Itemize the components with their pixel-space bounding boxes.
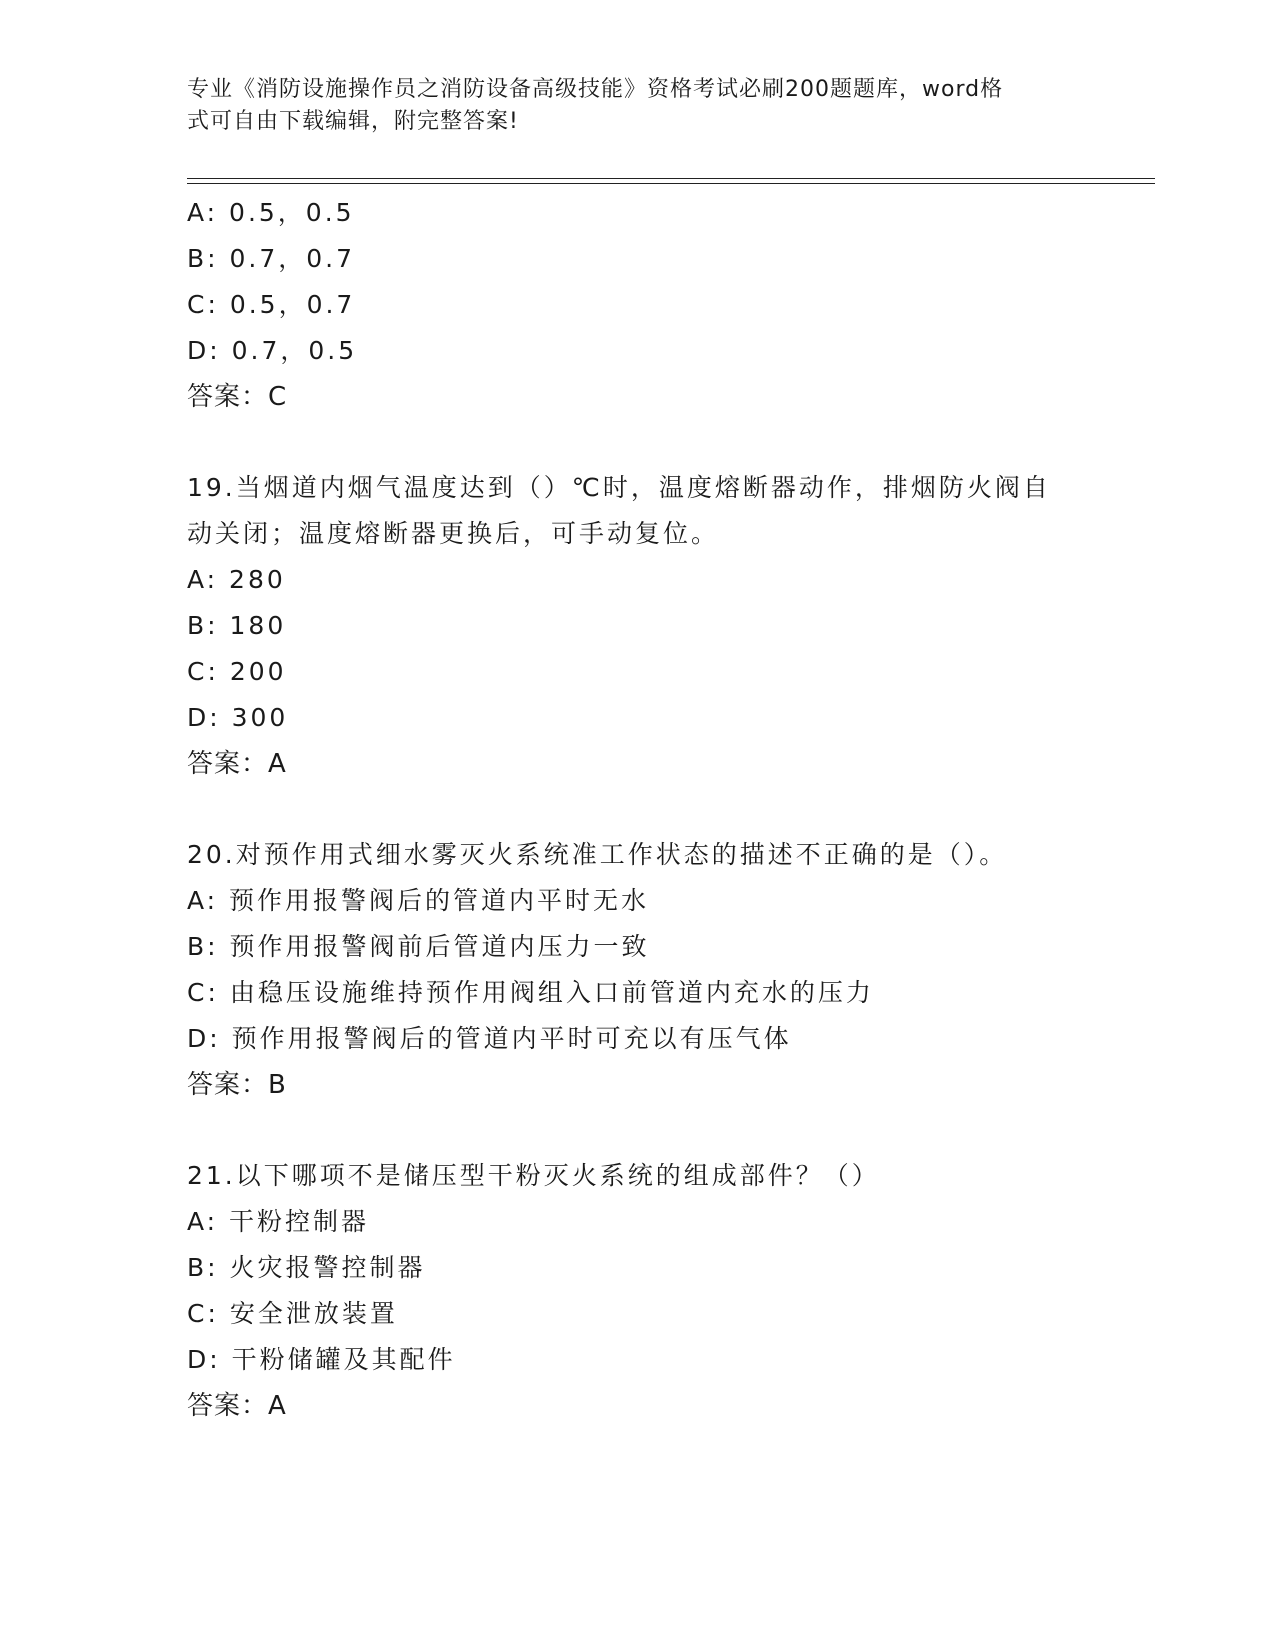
answer: 答案：A (187, 1391, 287, 1421)
option-d: D: 干粉储罐及其配件 (187, 1345, 456, 1374)
option-b: B: 180 (187, 611, 287, 640)
question-18 (187, 190, 1155, 420)
option-a: A: 预作用报警阀后的管道内平时无水 (187, 886, 650, 915)
option-d: D: 0.7，0.5 (187, 336, 358, 365)
spacer (187, 1108, 1155, 1153)
answer: 答案：A (187, 749, 287, 779)
option-a: A: 0.5，0.5 (187, 198, 355, 227)
question-stem: 19.当烟道内烟气温度达到（）℃时，温度熔断器动作，排烟防火阀自 (187, 473, 1051, 502)
spacer (187, 420, 1155, 465)
question-19 (187, 465, 1155, 787)
answer: 答案：B (187, 1070, 287, 1100)
question-stem-continued: 动关闭；温度熔断器更换后，可手动复位。 (187, 519, 720, 548)
option-c: C: 安全泄放装置 (187, 1299, 398, 1328)
option-c: C: 由稳压设施维持预作用阀组入口前管道内充水的压力 (187, 978, 874, 1007)
option-c: C: 0.5，0.7 (187, 290, 356, 319)
option-a: A: 280 (187, 565, 286, 594)
question-stem: 21.以下哪项不是储压型干粉灭火系统的组成部件？（） (187, 1161, 880, 1190)
option-b: B: 火灾报警控制器 (187, 1253, 426, 1282)
header-divider-bottom (187, 183, 1155, 184)
document-header (187, 74, 1087, 138)
header-line-1: 专业《消防设施操作员之消防设备高级技能》资格考试必刷200题题库，word格 (187, 77, 1004, 102)
option-d: D: 300 (187, 703, 289, 732)
option-b: B: 0.7，0.7 (187, 244, 356, 273)
question-21 (187, 1153, 1155, 1429)
header-divider-top (187, 178, 1155, 179)
option-d: D: 预作用报警阀后的管道内平时可充以有压气体 (187, 1024, 792, 1053)
answer: 答案：C (187, 382, 288, 412)
spacer (187, 787, 1155, 832)
option-b: B: 预作用报警阀前后管道内压力一致 (187, 932, 650, 961)
option-c: C: 200 (187, 657, 287, 686)
header-line-2: 式可自由下载编辑，附完整答案! (187, 109, 519, 134)
question-20 (187, 832, 1155, 1108)
question-stem: 20.对预作用式细水雾灭火系统准工作状态的描述不正确的是（）。 (187, 840, 1008, 869)
option-a: A: 干粉控制器 (187, 1207, 370, 1236)
question-list (187, 190, 1155, 1429)
